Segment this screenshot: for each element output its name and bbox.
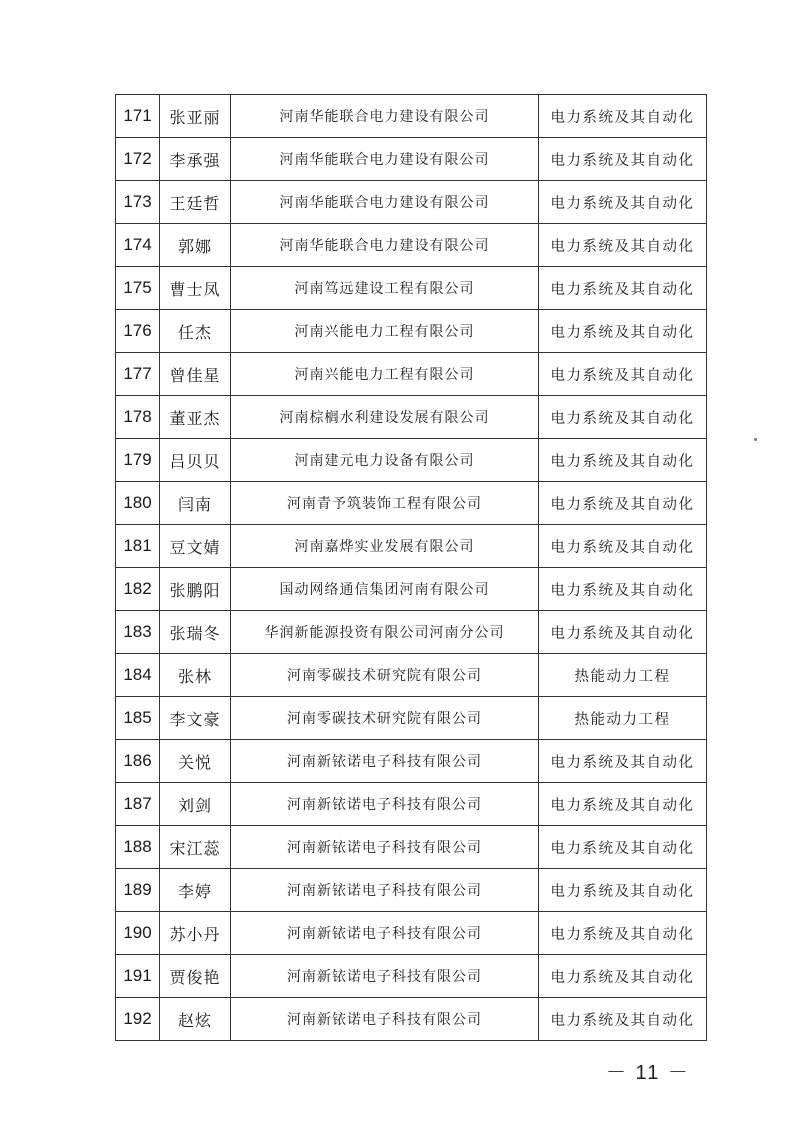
company-name: 河南新铱诺电子科技有限公司 (231, 783, 539, 826)
table-row (116, 611, 707, 654)
table-row (116, 826, 707, 869)
person-name: 苏小丹 (160, 912, 231, 955)
major-name: 电力系统及其自动化 (539, 568, 707, 611)
person-name: 赵炫 (160, 998, 231, 1041)
major-name: 电力系统及其自动化 (539, 267, 707, 310)
company-name: 河南新铱诺电子科技有限公司 (231, 740, 539, 783)
company-name: 河南华能联合电力建设有限公司 (231, 181, 539, 224)
company-name: 河南嘉烨实业发展有限公司 (231, 525, 539, 568)
major-name: 电力系统及其自动化 (539, 224, 707, 267)
company-name: 河南棕榈水利建设发展有限公司 (231, 396, 539, 439)
table-row (116, 353, 707, 396)
table-row (116, 439, 707, 482)
row-number: 190 (116, 912, 160, 955)
major-name: 电力系统及其自动化 (539, 525, 707, 568)
person-name: 宋江蕊 (160, 826, 231, 869)
person-name: 闫南 (160, 482, 231, 525)
row-number: 191 (116, 955, 160, 998)
row-number: 186 (116, 740, 160, 783)
major-name: 电力系统及其自动化 (539, 869, 707, 912)
table-row (116, 697, 707, 740)
person-name: 任杰 (160, 310, 231, 353)
major-name: 电力系统及其自动化 (539, 310, 707, 353)
person-name: 李婷 (160, 869, 231, 912)
row-number: 171 (116, 95, 160, 138)
table-row (116, 912, 707, 955)
roster-table (115, 94, 707, 1041)
major-name: 电力系统及其自动化 (539, 955, 707, 998)
company-name: 河南华能联合电力建设有限公司 (231, 95, 539, 138)
company-name: 河南新铱诺电子科技有限公司 (231, 869, 539, 912)
company-name: 国动网络通信集团河南有限公司 (231, 568, 539, 611)
person-name: 贾俊艳 (160, 955, 231, 998)
company-name: 河南新铱诺电子科技有限公司 (231, 998, 539, 1041)
major-name: 电力系统及其自动化 (539, 138, 707, 181)
person-name: 曹士凤 (160, 267, 231, 310)
major-name: 电力系统及其自动化 (539, 353, 707, 396)
row-number: 184 (116, 654, 160, 697)
row-number: 183 (116, 611, 160, 654)
table-row (116, 396, 707, 439)
row-number: 173 (116, 181, 160, 224)
company-name: 河南建元电力设备有限公司 (231, 439, 539, 482)
table-row (116, 310, 707, 353)
company-name: 河南华能联合电力建设有限公司 (231, 224, 539, 267)
row-number: 182 (116, 568, 160, 611)
table-row (116, 568, 707, 611)
major-name: 电力系统及其自动化 (539, 396, 707, 439)
person-name: 董亚杰 (160, 396, 231, 439)
page-number: － 11 － (606, 1062, 690, 1084)
person-name: 张亚丽 (160, 95, 231, 138)
table-row (116, 224, 707, 267)
person-name: 曾佳星 (160, 353, 231, 396)
major-name: 电力系统及其自动化 (539, 783, 707, 826)
company-name: 河南新铱诺电子科技有限公司 (231, 912, 539, 955)
table-row (116, 267, 707, 310)
table-row (116, 869, 707, 912)
person-name: 张林 (160, 654, 231, 697)
major-name: 电力系统及其自动化 (539, 611, 707, 654)
person-name: 刘剑 (160, 783, 231, 826)
row-number: 177 (116, 353, 160, 396)
person-name: 李承强 (160, 138, 231, 181)
row-number: 174 (116, 224, 160, 267)
table-row (116, 482, 707, 525)
table-row (116, 95, 707, 138)
person-name: 吕贝贝 (160, 439, 231, 482)
major-name: 电力系统及其自动化 (539, 912, 707, 955)
company-name: 河南新铱诺电子科技有限公司 (231, 955, 539, 998)
row-number: 178 (116, 396, 160, 439)
person-name: 张鹏阳 (160, 568, 231, 611)
table-row (116, 654, 707, 697)
row-number: 180 (116, 482, 160, 525)
table-row (116, 181, 707, 224)
company-name: 河南兴能电力工程有限公司 (231, 353, 539, 396)
table-row (116, 138, 707, 181)
major-name: 电力系统及其自动化 (539, 998, 707, 1041)
row-number: 172 (116, 138, 160, 181)
scan-speck (754, 438, 757, 441)
person-name: 关悦 (160, 740, 231, 783)
row-number: 187 (116, 783, 160, 826)
company-name: 河南零碳技术研究院有限公司 (231, 654, 539, 697)
table-row (116, 955, 707, 998)
roster-table-body (116, 95, 707, 1041)
major-name: 电力系统及其自动化 (539, 740, 707, 783)
person-name: 李文豪 (160, 697, 231, 740)
row-number: 189 (116, 869, 160, 912)
major-name: 电力系统及其自动化 (539, 826, 707, 869)
table-row (116, 998, 707, 1041)
company-name: 河南兴能电力工程有限公司 (231, 310, 539, 353)
company-name: 华润新能源投资有限公司河南分公司 (231, 611, 539, 654)
company-name: 河南华能联合电力建设有限公司 (231, 138, 539, 181)
major-name: 热能动力工程 (539, 697, 707, 740)
table-row (116, 783, 707, 826)
person-name: 王廷哲 (160, 181, 231, 224)
row-number: 179 (116, 439, 160, 482)
major-name: 热能动力工程 (539, 654, 707, 697)
table-row (116, 740, 707, 783)
row-number: 188 (116, 826, 160, 869)
row-number: 192 (116, 998, 160, 1041)
major-name: 电力系统及其自动化 (539, 95, 707, 138)
person-name: 豆文婧 (160, 525, 231, 568)
person-name: 张瑞冬 (160, 611, 231, 654)
company-name: 河南新铱诺电子科技有限公司 (231, 826, 539, 869)
major-name: 电力系统及其自动化 (539, 439, 707, 482)
major-name: 电力系统及其自动化 (539, 181, 707, 224)
row-number: 175 (116, 267, 160, 310)
table-row (116, 525, 707, 568)
row-number: 181 (116, 525, 160, 568)
major-name: 电力系统及其自动化 (539, 482, 707, 525)
company-name: 河南笃远建设工程有限公司 (231, 267, 539, 310)
company-name: 河南青予筑装饰工程有限公司 (231, 482, 539, 525)
row-number: 176 (116, 310, 160, 353)
row-number: 185 (116, 697, 160, 740)
company-name: 河南零碳技术研究院有限公司 (231, 697, 539, 740)
person-name: 郭娜 (160, 224, 231, 267)
